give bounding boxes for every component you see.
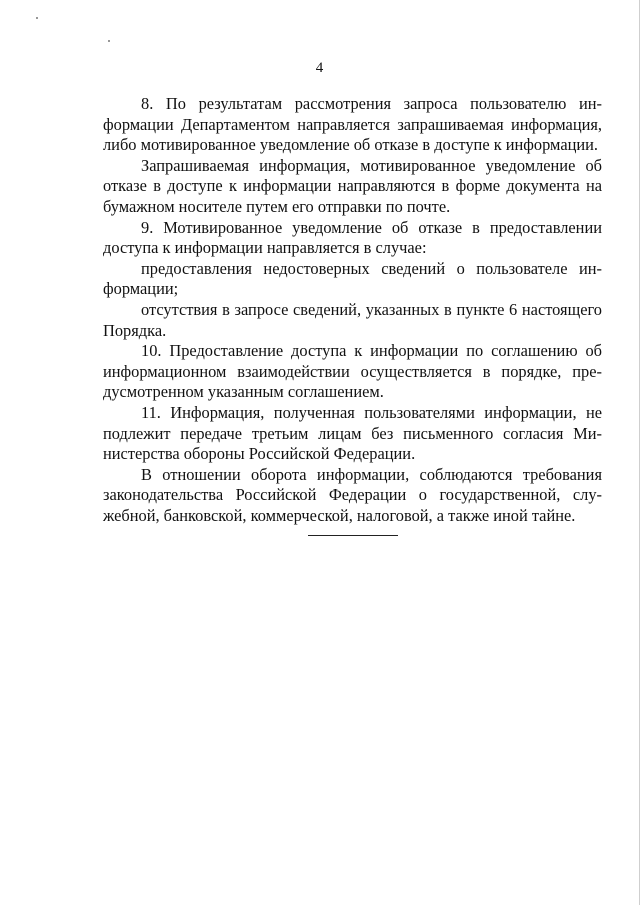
scan-speck [36, 17, 38, 19]
paragraph-8-continued: Запрашиваемая информация, мотивированное уведомление об отказе в доступе к информации направляются в форме документа на бумажном носителе путем его отправки по почте. [103, 155, 602, 216]
paragraph-11-continued: В отношении оборота информации, соблюдаются требования законодательства Российской Федерации о государственной, служебной, банковской, коммерческой, налоговой, а также иной тайне. [103, 464, 602, 525]
end-of-document-rule [308, 535, 398, 536]
paragraph-9: 9. Мотивированное уведомление об отказе в предоставлении доступа к информации направляется в случае: [103, 217, 602, 258]
page-number: 4 [315, 60, 324, 76]
paragraph-8: 8. По результатам рассмотрения запроса пользователю информации Департаментом направляется запрашиваемая информация, либо мотивированное уведомление об отказе в доступе к информации. [103, 94, 602, 155]
paragraph-9-case-2: отсутствия в запросе сведений, указанных в пункте 6 настоящего Порядка. [103, 299, 602, 340]
paragraph-11: 11. Информация, полученная пользователями информации, не подлежит передаче третьим лицам без письменного согласия Министерства обороны Российской Федерации. [103, 402, 602, 464]
paragraph-9-case-1: предоставления недостоверных сведений о пользователе информации; [103, 258, 602, 299]
paragraph-10: 10. Предоставление доступа к информации по соглашению об информационном взаимодействии осуществляется в порядке, предусмотренном указанным соглашением. [103, 341, 602, 402]
scan-speck [108, 40, 110, 42]
document-body [103, 94, 602, 536]
